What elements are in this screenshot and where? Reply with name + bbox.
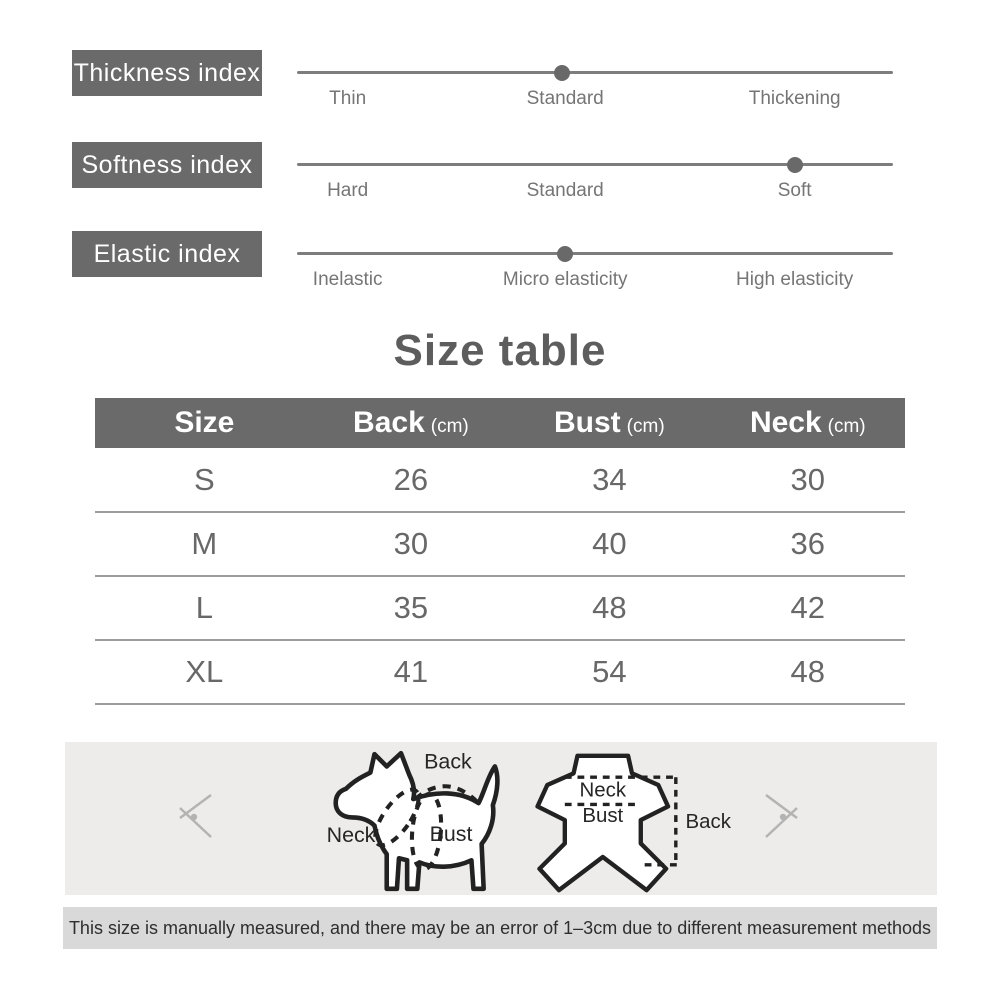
- softness-option-hard: Hard: [327, 180, 369, 201]
- elastic-option-micro: Micro elasticity: [502, 269, 628, 290]
- table-row: [95, 448, 905, 512]
- cell-back: 35: [314, 576, 508, 640]
- thickness-option-thickening: Thickening: [748, 88, 841, 109]
- size-table-header-row: [95, 398, 905, 448]
- cell-size: S: [95, 448, 314, 512]
- thickness-option-standard: Standard: [526, 88, 604, 109]
- softness-index-row: [0, 142, 1000, 232]
- column-header-bust-label: Bust: [554, 406, 621, 439]
- column-header-bust: [508, 398, 711, 448]
- cell-neck: 30: [711, 448, 905, 512]
- cell-neck: 42: [711, 576, 905, 640]
- cell-back: 26: [314, 448, 508, 512]
- column-header-neck-unit: (cm): [827, 416, 866, 437]
- thickness-index-row: [0, 50, 1000, 140]
- elastic-index-row: [0, 231, 1000, 321]
- table-row: [95, 512, 905, 576]
- cell-bust: 54: [508, 640, 711, 704]
- size-table-title: Size table: [393, 326, 607, 375]
- column-header-back-label: Back: [353, 406, 425, 439]
- dog-bust-label: Bust: [429, 821, 473, 846]
- thickness-slider-dot: [554, 65, 570, 81]
- softness-options: [297, 180, 893, 206]
- column-header-bust-unit: (cm): [626, 416, 665, 437]
- cell-neck: 36: [711, 512, 905, 576]
- dog-back-label: Back: [424, 749, 472, 774]
- carousel-right-arrow-icon[interactable]: [760, 790, 802, 842]
- softness-slider: [297, 142, 893, 232]
- table-row: [95, 576, 905, 640]
- elastic-option-high: High elasticity: [736, 269, 854, 290]
- softness-slider-dot: [787, 157, 803, 173]
- cell-size: M: [95, 512, 314, 576]
- cell-back: 30: [314, 512, 508, 576]
- table-row: [95, 640, 905, 704]
- garment-bust-label: Bust: [582, 804, 624, 827]
- dog-outline: [336, 753, 498, 889]
- cell-size: XL: [95, 640, 314, 704]
- cell-size: L: [95, 576, 314, 640]
- elastic-option-inelastic: Inelastic: [312, 269, 383, 290]
- thickness-option-thin: Thin: [329, 88, 367, 109]
- size-table: [95, 398, 905, 705]
- measurement-disclaimer: This size is manually measured, and there may be an error of 1–3cm due to different measurement methods: [63, 907, 937, 949]
- column-header-size: [95, 398, 314, 448]
- softness-index-label: Softness index: [72, 142, 262, 188]
- dog-measurement-diagram: [323, 746, 528, 896]
- column-header-neck: [711, 398, 905, 448]
- thickness-index-label: Thickness index: [72, 50, 262, 96]
- thickness-slider: [297, 50, 893, 140]
- column-header-back-unit: (cm): [430, 416, 469, 437]
- column-header-size-label: Size: [174, 406, 235, 439]
- column-header-neck-label: Neck: [749, 406, 822, 439]
- garment-measurement-diagram: [527, 748, 737, 896]
- elastic-slider-track: [297, 252, 893, 255]
- dog-neck-label: Neck: [326, 822, 376, 847]
- carousel-left-arrow-icon[interactable]: [175, 790, 217, 842]
- cell-back: 41: [314, 640, 508, 704]
- elastic-slider: [297, 231, 893, 321]
- elastic-options: [297, 269, 893, 295]
- cell-bust: 48: [508, 576, 711, 640]
- elastic-index-label: Elastic index: [72, 231, 262, 277]
- thickness-options: [297, 88, 893, 114]
- softness-option-standard: Standard: [526, 180, 604, 201]
- garment-neck-label: Neck: [579, 778, 627, 802]
- cell-neck: 48: [711, 640, 905, 704]
- softness-slider-track: [297, 163, 893, 166]
- thickness-slider-track: [297, 71, 893, 74]
- column-header-back: [314, 398, 508, 448]
- measurement-diagram-section: [65, 742, 937, 895]
- elastic-slider-dot: [557, 246, 573, 262]
- softness-option-soft: Soft: [777, 180, 812, 201]
- cell-bust: 34: [508, 448, 711, 512]
- cell-bust: 40: [508, 512, 711, 576]
- garment-back-label: Back: [685, 809, 731, 833]
